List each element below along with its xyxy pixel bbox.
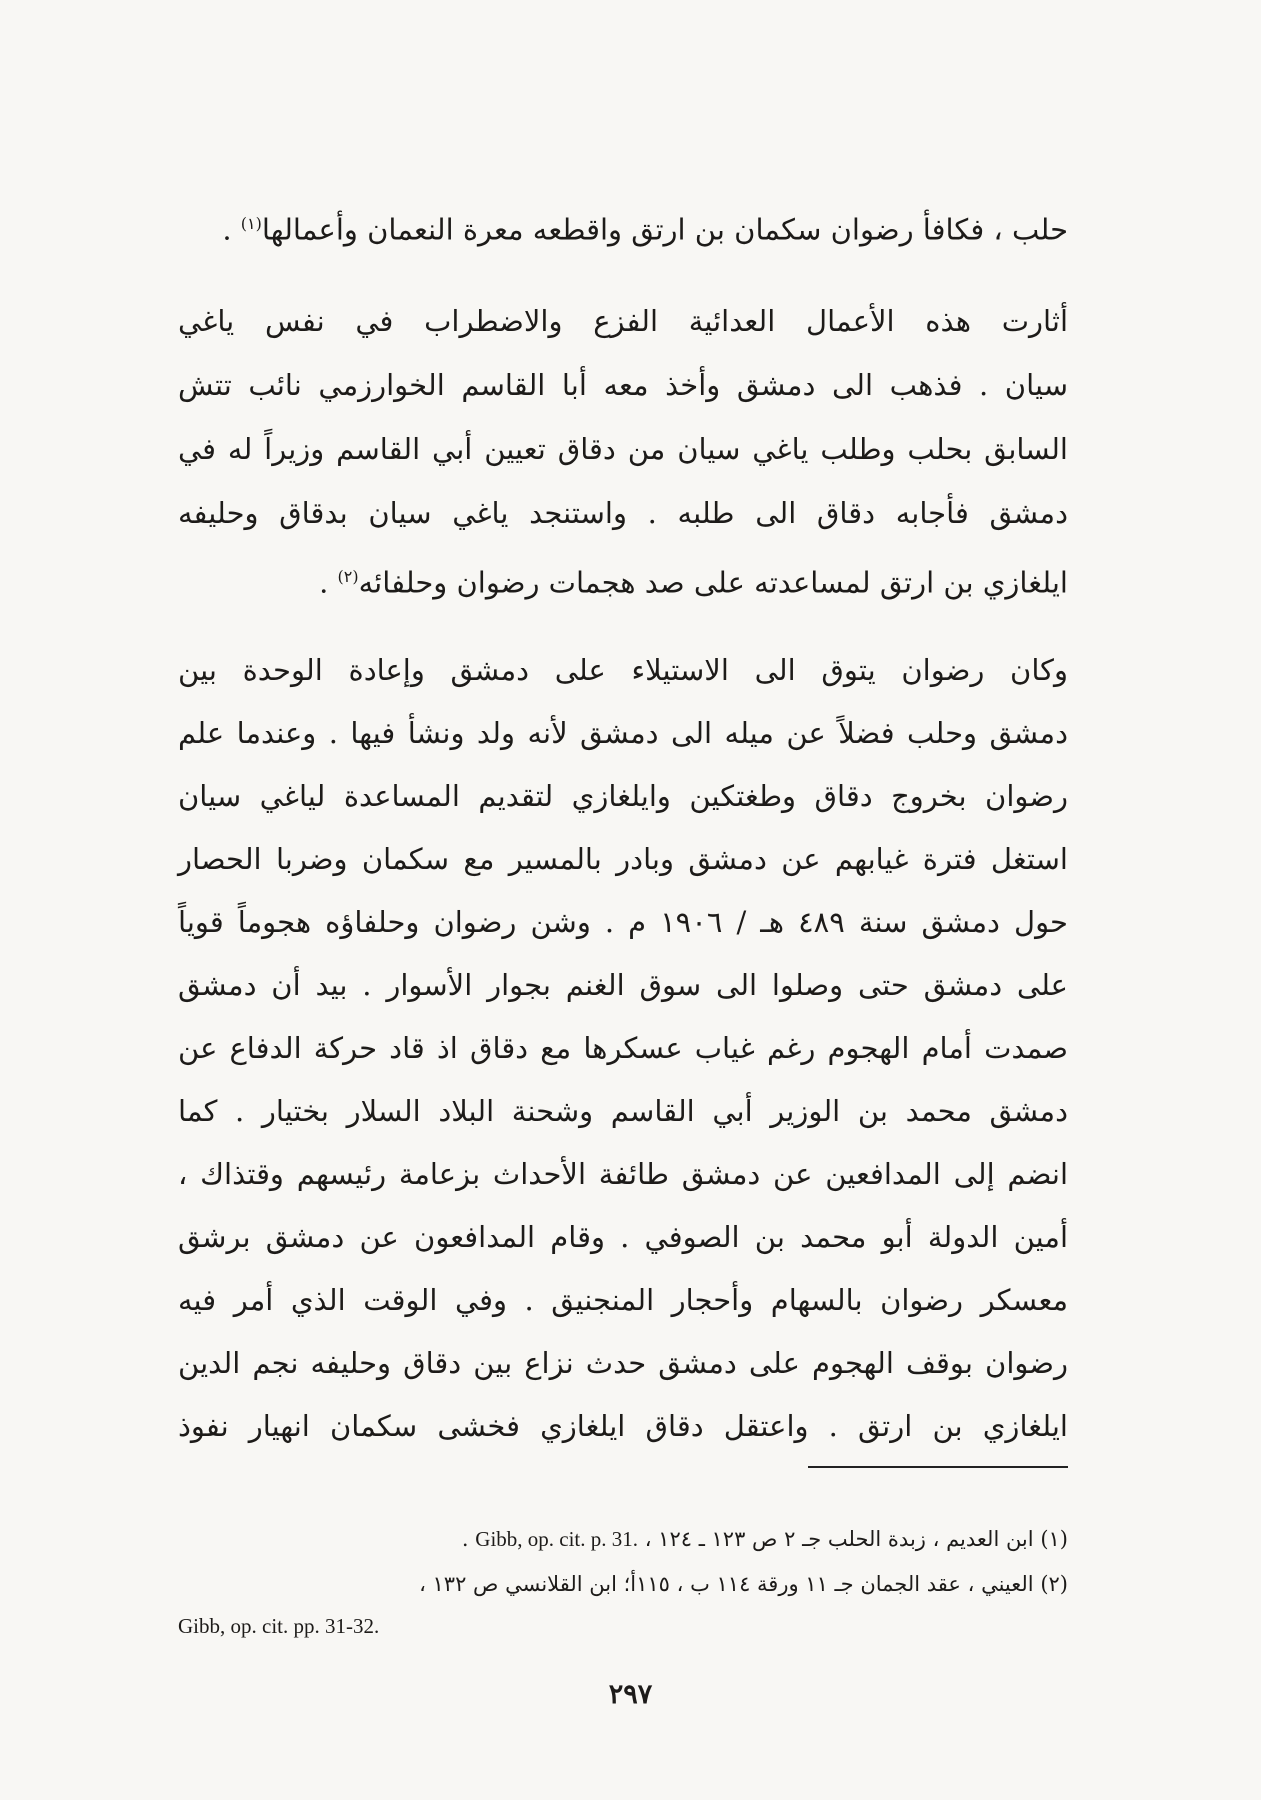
footnote-latin-text: Gibb, op. cit. pp. 31-32. (178, 1614, 380, 1638)
text-line: دمشق وحلب فضلاً عن ميله الى دمشق لأنه ولد ونشأ فيها . وعندما علم (178, 716, 1068, 750)
text-line: ايلغازي بن ارتق لمساعدته على صد هجمات رضوان وحلفائه$^{(٢)}$ . (319, 565, 1068, 600)
text-line: حلب ، فكافأ رضوان سكمان بن ارتق واقطعه معرة النعمان وأعمالها$^{(١)}$ . (222, 212, 1068, 247)
page-number: ٢٩٧ (608, 1679, 653, 1710)
footnote-divider (808, 1466, 1068, 1468)
text-line: انضم إلى المدافعين عن دمشق طائفة الأحداث بزعامة رئيسهم وقتذاك ، (178, 1157, 1068, 1191)
footnote-reference: (١) (240, 214, 262, 233)
text-line: صمدت أمام الهجوم رغم غياب عسكرها مع دقاق اذ قاد حركة الدفاع عن (178, 1031, 1068, 1065)
text-line: استغل فترة غيابهم عن دمشق وبادر بالمسير مع سكمان وضربا الحصار (178, 842, 1068, 876)
text-line: سيان . فذهب الى دمشق وأخذ معه أبا القاسم الخوارزمي نائب تتش (178, 368, 1068, 402)
text-line: السابق بحلب وطلب ياغي سيان من دقاق تعيين أبي القاسم وزيراً له في (178, 432, 1068, 466)
text-line: معسكر رضوان بالسهام وأحجار المنجنيق . وفي الوقت الذي أمر فيه (178, 1283, 1068, 1317)
footnote-arabic-text: العيني ، عقد الجمان جـ ١١ ورقة ١١٤ ب ، ١١٥أ؛ ابن القلانسي ص ١٣٢ ، (419, 1572, 1034, 1596)
footnote-end: . (461, 1527, 469, 1551)
footnote-2-continuation (178, 1611, 1068, 1641)
text-line: على دمشق حتى وصلوا الى سوق الغنم بجوار الأسوار . بيد أن دمشق (178, 968, 1068, 1002)
text-line: حول دمشق سنة ٤٨٩ هـ / ١٩٠٦ م . وشن رضوان وحلفاؤه هجوماً قوياً (178, 905, 1068, 939)
text-line: أمين الدولة أبو محمد بن الصوفي . وقام المدافعون عن دمشق برشق (178, 1220, 1068, 1254)
footnote-2 (178, 1569, 1068, 1599)
text-line: دمشق محمد بن الوزير أبي القاسم وشحنة البلاد السلار بختيار . كما (178, 1094, 1068, 1128)
footnote-reference: (٢) (337, 567, 359, 586)
text-line: أثارت هذه الأعمال العدائية الفزع والاضطراب في نفس ياغي (178, 304, 1068, 338)
footnote-number: (١) (1040, 1527, 1068, 1551)
text-line: وكان رضوان يتوق الى الاستيلاء على دمشق وإعادة الوحدة بين (178, 653, 1068, 687)
text-line: دمشق فأجابه دقاق الى طلبه . واستنجد ياغي سيان بدقاق وحليفه (178, 496, 1068, 530)
footnote-arabic-text: ابن العديم ، زبدة الحلب جـ ٢ ص ١٢٣ ـ ١٢٤ ، (644, 1527, 1034, 1551)
text-line: رضوان بخروج دقاق وطغتكين وايلغازي لتقديم المساعدة لياغي سيان (178, 779, 1068, 813)
text-line: رضوان بوقف الهجوم على دمشق حدث نزاع بين دقاق وحليفه نجم الدين (178, 1346, 1068, 1380)
footnote-latin-text: Gibb, op. cit. p. 31. (475, 1527, 639, 1551)
text-line: ايلغازي بن ارتق . واعتقل دقاق ايلغازي فخشى سكمان انهيار نفوذ (178, 1409, 1068, 1443)
footnote-1 (178, 1524, 1068, 1554)
footnote-number: (٢) (1040, 1572, 1068, 1596)
